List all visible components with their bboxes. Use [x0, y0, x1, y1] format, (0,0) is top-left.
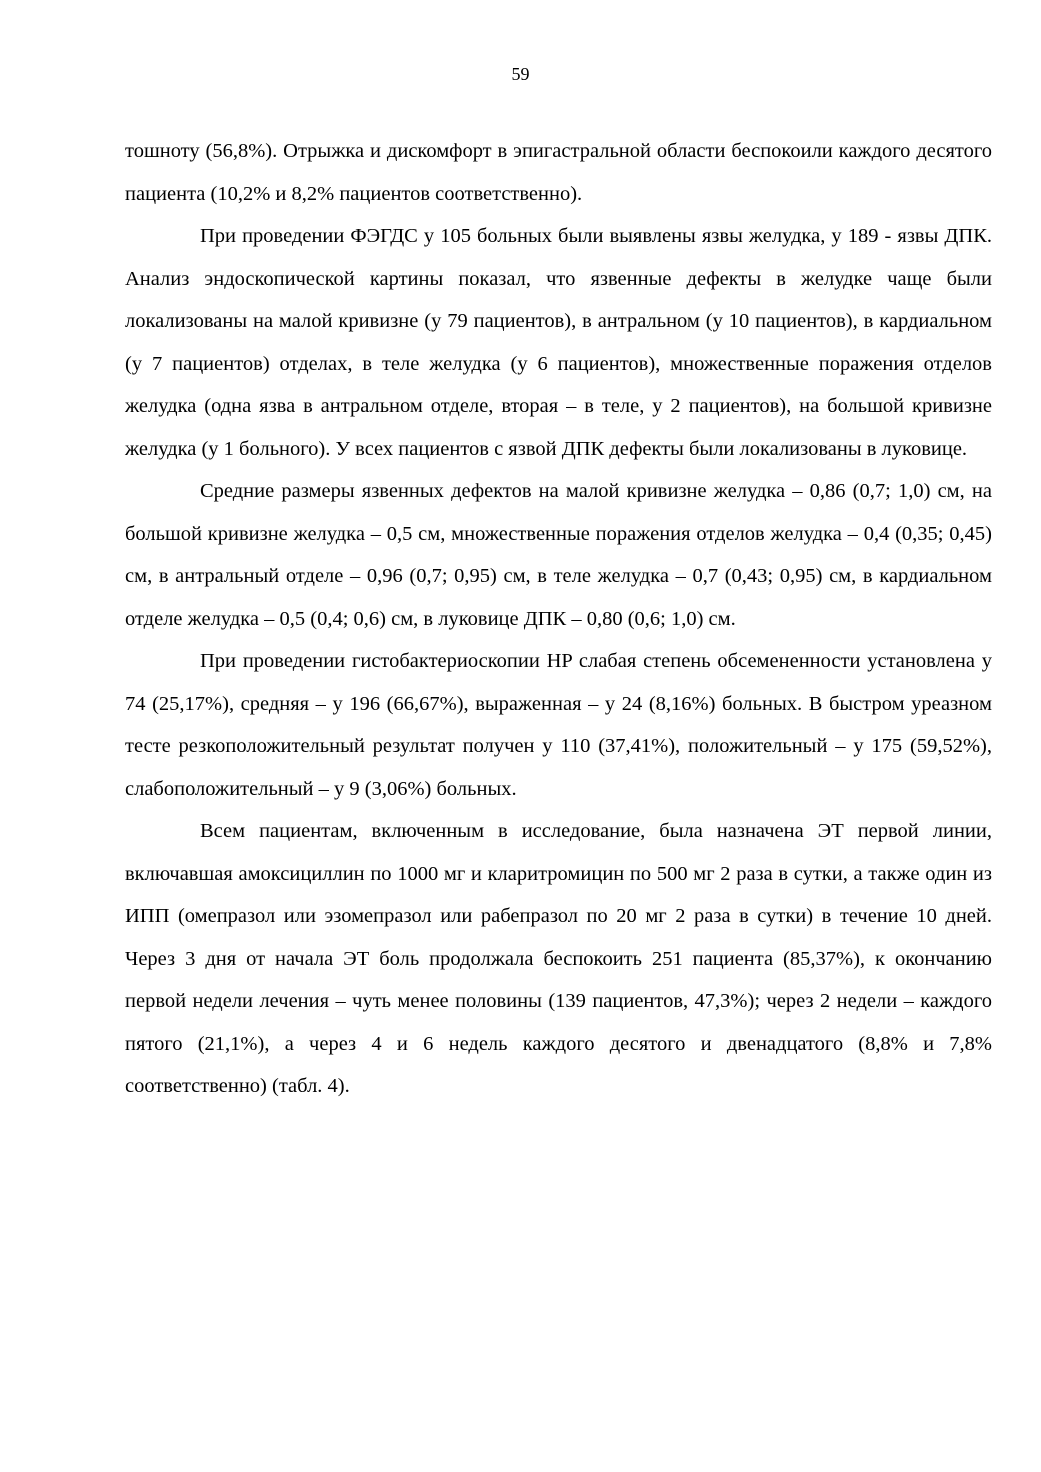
paragraph-hp-results: При проведении гистобактериоскопии HP слабая степень обсемененности установлена у 74 (25,17%), средняя – у 196 (66,67%), выраженная – у 24 (8,16%) больных. В быстром уреазном тесте резкоположительный результат получен у 110 (37,41%), положительный – у 175 (59,52%), слабоположительный – у 9 (3,06%) больных.	[125, 650, 992, 800]
document-body	[125, 130, 992, 1108]
paragraph-therapy: Всем пациентам, включенным в исследование, была назначена ЭТ первой линии, включавшая амоксициллин по 1000 мг и кларитромицин по 500 мг 2 раза в сутки, а также один из ИПП (омепразол или эзомепразол или рабепразол по 20 мг 2 раза в сутки) в течение 10 дней. Через 3 дня от начала ЭТ боль продолжала беспокоить 251 пациента (85,37%), к окончанию первой недели лечения – чуть менее половины (139 пациентов, 47,3%); через 2 недели – каждого пятого (21,1%), а через 4 и 6 недель каждого десятого и двенадцатого (8,8% и 7,8% соответственно) (табл. 4).	[125, 820, 992, 1097]
paragraph-continuation: тошноту (56,8%). Отрыжка и дискомфорт в эпигастральной области беспокоили каждого десятого пациента (10,2% и 8,2% пациентов соответственно).	[125, 140, 992, 205]
paragraph-endoscopy: При проведении ФЭГДС у 105 больных были выявлены язвы желудка, у 189 - язвы ДПК. Анализ эндоскопической картины показал, что язвенные дефекты в желудке чаще были локализованы на малой кривизне (у 79 пациентов), в антральном (у 10 пациентов), в кардиальном (у 7 пациентов) отделах, в теле желудка (у 6 пациентов), множественные поражения отделов желудка (одна язва в антральном отделе, вторая – в теле, у 2 пациентов), на большой кривизне желудка (у 1 больного). У всех пациентов с язвой ДПК дефекты были локализованы в луковице.	[125, 225, 992, 460]
paragraph-defect-sizes: Средние размеры язвенных дефектов на малой кривизне желудка – 0,86 (0,7; 1,0) см, на большой кривизне желудка – 0,5 см, множественные поражения отделов желудка – 0,4 (0,35; 0,45) см, в антральный отделе – 0,96 (0,7; 0,95) см, в теле желудка – 0,7 (0,43; 0,95) см, в кардиальном отделе желудка – 0,5 (0,4; 0,6) см, в луковице ДПК – 0,80 (0,6; 1,0) см.	[125, 480, 992, 630]
page-number: 59	[511, 64, 530, 84]
